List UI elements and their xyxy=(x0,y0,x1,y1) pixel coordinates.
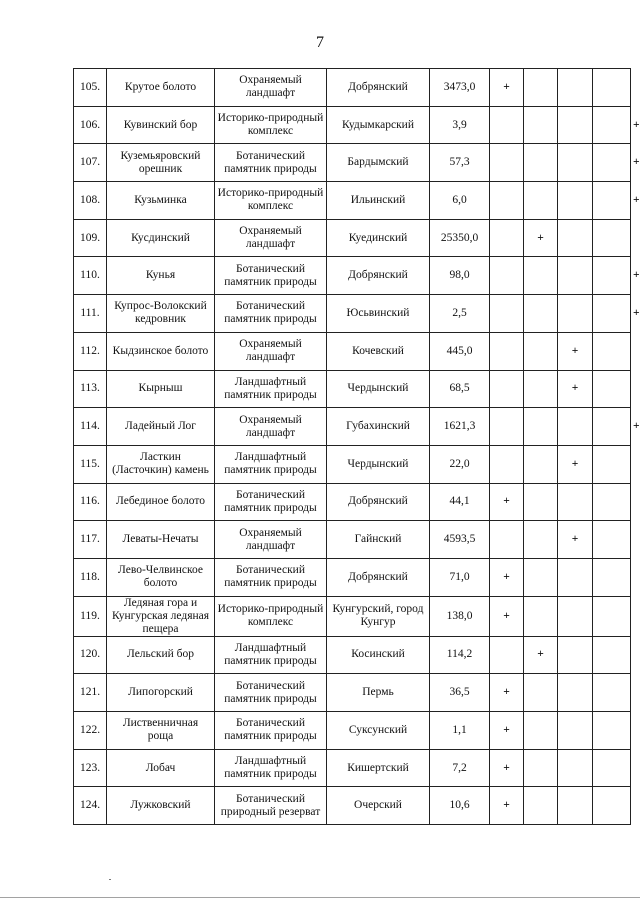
mark-cell xyxy=(558,787,593,825)
mark-cell xyxy=(593,144,631,182)
area-size: 6,0 xyxy=(430,182,490,220)
mark-cell xyxy=(558,483,593,521)
area-name: Кунья xyxy=(107,257,215,295)
mark-cell xyxy=(593,596,631,636)
mark-cell xyxy=(490,144,524,182)
area-name: Лебединое болото xyxy=(107,483,215,521)
mark-cell xyxy=(524,558,558,596)
mark-cell xyxy=(593,749,631,787)
area-size: 57,3 xyxy=(430,144,490,182)
area-size: 36,5 xyxy=(430,674,490,712)
table-row: 106. Кувинский бор Историко-природный комплекс Кудымкарский 3,9 + xyxy=(74,106,631,144)
row-number: 115. xyxy=(74,445,107,483)
area-category: Ботанический памятник природы xyxy=(215,674,327,712)
mark-cell: + xyxy=(490,69,524,107)
mark-cell xyxy=(558,636,593,674)
area-size: 22,0 xyxy=(430,445,490,483)
table-row: 108. Кузьминка Историко-природный комплекс Ильинский 6,0 + xyxy=(74,182,631,220)
table-row xyxy=(74,787,631,825)
row-number: 112. xyxy=(74,332,107,370)
area-district: Чердынский xyxy=(327,370,430,408)
area-name: Кузьминка xyxy=(107,182,215,220)
page-number: 7 xyxy=(316,34,324,51)
mark-cell xyxy=(558,596,593,636)
area-size: 2,5 xyxy=(430,295,490,333)
table-row xyxy=(74,712,631,750)
row-number: 122. xyxy=(74,712,107,750)
mark-cell xyxy=(524,674,558,712)
mark-cell xyxy=(490,636,524,674)
mark-cell xyxy=(524,445,558,483)
row-number: 108. xyxy=(74,182,107,220)
area-district: Добрянский xyxy=(327,483,430,521)
mark-cell xyxy=(524,182,558,220)
mark-cell xyxy=(593,558,631,596)
area-category: Ландшафтный памятник природы xyxy=(215,636,327,674)
mark-cell xyxy=(558,182,593,220)
area-district: Добрянский xyxy=(327,558,430,596)
area-district: Пермь xyxy=(327,674,430,712)
area-district: Юсьвинский xyxy=(327,295,430,333)
mark-cell xyxy=(558,69,593,107)
table-row xyxy=(74,219,631,257)
mark-cell xyxy=(524,712,558,750)
mark-cell: + xyxy=(558,445,593,483)
mark-cell xyxy=(558,144,593,182)
mark-cell xyxy=(593,257,631,295)
row-number: 105. xyxy=(74,69,107,107)
mark-cell xyxy=(593,182,631,220)
area-name: Лобач xyxy=(107,749,215,787)
mark-cell xyxy=(593,370,631,408)
area-name: Кырныш xyxy=(107,370,215,408)
mark-cell xyxy=(490,295,524,333)
mark-cell: + xyxy=(524,636,558,674)
area-name: Куземьяровский орешник xyxy=(107,144,215,182)
area-size: 1621,3 xyxy=(430,408,490,446)
mark-cell xyxy=(524,787,558,825)
mark-cell xyxy=(490,370,524,408)
area-district: Куединский xyxy=(327,219,430,257)
area-district: Гайнский xyxy=(327,521,430,559)
mark-cell xyxy=(524,295,558,333)
area-size: 25350,0 xyxy=(430,219,490,257)
area-district: Кишертский xyxy=(327,749,430,787)
area-district: Ильинский xyxy=(327,182,430,220)
mark-cell xyxy=(490,219,524,257)
mark-cell xyxy=(524,144,558,182)
area-name: Лево-Челвинское болото xyxy=(107,558,215,596)
mark-cell xyxy=(593,332,631,370)
area-name: Ладейный Лог xyxy=(107,408,215,446)
area-name: Кыдзинское болото xyxy=(107,332,215,370)
area-size: 71,0 xyxy=(430,558,490,596)
table-row xyxy=(74,69,631,107)
mark-cell xyxy=(524,408,558,446)
row-number: 106. xyxy=(74,106,107,144)
mark-cell xyxy=(524,749,558,787)
mark-cell xyxy=(593,712,631,750)
area-category: Охраняемый ландшафт xyxy=(215,408,327,446)
table-row: 114. Ладейный Лог Охраняемый ландшафт Губахинский 1621,3 + xyxy=(74,408,631,446)
row-number: 117. xyxy=(74,521,107,559)
area-district: Бардымский xyxy=(327,144,430,182)
area-category: Ботанический памятник природы xyxy=(215,558,327,596)
table-row: 110. Кунья Ботанический памятник природы Добрянский 98,0 + xyxy=(74,257,631,295)
mark-cell: + xyxy=(490,712,524,750)
mark-cell xyxy=(593,521,631,559)
table-row xyxy=(74,332,631,370)
mark-cell xyxy=(558,558,593,596)
area-name: Лиственничная роща xyxy=(107,712,215,750)
mark-cell xyxy=(524,521,558,559)
mark-cell xyxy=(490,521,524,559)
area-category: Охраняемый ландшафт xyxy=(215,69,327,107)
area-category: Охраняемый ландшафт xyxy=(215,521,327,559)
table-row xyxy=(74,445,631,483)
mark-cell: + xyxy=(490,558,524,596)
row-number: 119. xyxy=(74,596,107,636)
mark-cell xyxy=(593,69,631,107)
scan-artifact xyxy=(109,879,111,880)
area-category: Ландшафтный памятник природы xyxy=(215,445,327,483)
mark-cell xyxy=(490,445,524,483)
area-category: Ботанический памятник природы xyxy=(215,295,327,333)
mark-cell xyxy=(558,257,593,295)
row-number: 116. xyxy=(74,483,107,521)
mark-cell xyxy=(593,295,631,333)
area-district: Косинский xyxy=(327,636,430,674)
area-district: Кудымкарский xyxy=(327,106,430,144)
area-name: Леваты-Нечаты xyxy=(107,521,215,559)
area-category: Охраняемый ландшафт xyxy=(215,219,327,257)
mark-cell xyxy=(593,636,631,674)
area-category: Ботанический памятник природы xyxy=(215,144,327,182)
mark-cell xyxy=(524,370,558,408)
area-district: Добрянский xyxy=(327,69,430,107)
mark-cell xyxy=(524,596,558,636)
mark-cell xyxy=(490,408,524,446)
area-size: 44,1 xyxy=(430,483,490,521)
mark-cell xyxy=(490,332,524,370)
area-category: Историко-природный комплекс xyxy=(215,182,327,220)
table-row xyxy=(74,596,631,636)
mark-cell xyxy=(593,408,631,446)
area-size: 114,2 xyxy=(430,636,490,674)
row-number: 109. xyxy=(74,219,107,257)
protected-areas-table xyxy=(73,68,640,825)
mark-cell xyxy=(593,483,631,521)
row-number: 110. xyxy=(74,257,107,295)
mark-cell: + xyxy=(490,787,524,825)
area-district: Кунгурский, город Кунгур xyxy=(327,596,430,636)
mark-cell: + xyxy=(558,521,593,559)
mark-cell xyxy=(490,257,524,295)
table-row xyxy=(74,521,631,559)
area-size: 3,9 xyxy=(430,106,490,144)
area-category: Охраняемый ландшафт xyxy=(215,332,327,370)
mark-cell: + xyxy=(558,370,593,408)
table-row xyxy=(74,674,631,712)
area-district: Кочевский xyxy=(327,332,430,370)
mark-cell: + xyxy=(490,596,524,636)
mark-cell xyxy=(524,483,558,521)
page-bottom-edge xyxy=(0,897,640,898)
area-category: Ботанический памятник природы xyxy=(215,257,327,295)
mark-cell xyxy=(593,787,631,825)
mark-cell xyxy=(490,106,524,144)
area-name: Ледяная гора и Кунгурская ледяная пещера xyxy=(107,596,215,636)
row-number: 113. xyxy=(74,370,107,408)
area-category: Ботанический природный резерват xyxy=(215,787,327,825)
row-number: 111. xyxy=(74,295,107,333)
table-row: 111. Купрос-Волокский кедровник Ботанический памятник природы Юсьвинский 2,5 + xyxy=(74,295,631,333)
area-category: Ботанический памятник природы xyxy=(215,712,327,750)
table-row xyxy=(74,749,631,787)
mark-cell xyxy=(490,182,524,220)
area-district: Суксунский xyxy=(327,712,430,750)
mark-cell xyxy=(593,445,631,483)
row-number: 114. xyxy=(74,408,107,446)
mark-cell xyxy=(558,295,593,333)
mark-cell: + xyxy=(490,749,524,787)
area-size: 98,0 xyxy=(430,257,490,295)
mark-cell xyxy=(524,332,558,370)
mark-cell xyxy=(558,712,593,750)
area-size: 7,2 xyxy=(430,749,490,787)
area-name: Крутое болото xyxy=(107,69,215,107)
area-name: Кувинский бор xyxy=(107,106,215,144)
area-size: 10,6 xyxy=(430,787,490,825)
area-size: 68,5 xyxy=(430,370,490,408)
area-name: Лужковский xyxy=(107,787,215,825)
row-number: 118. xyxy=(74,558,107,596)
area-name: Кусдинский xyxy=(107,219,215,257)
row-number: 123. xyxy=(74,749,107,787)
area-size: 4593,5 xyxy=(430,521,490,559)
area-district: Добрянский xyxy=(327,257,430,295)
area-name: Купрос-Волокский кедровник xyxy=(107,295,215,333)
table-row xyxy=(74,636,631,674)
area-size: 1,1 xyxy=(430,712,490,750)
mark-cell xyxy=(524,69,558,107)
mark-cell xyxy=(558,408,593,446)
mark-cell xyxy=(558,749,593,787)
area-district: Чердынский xyxy=(327,445,430,483)
table-row xyxy=(74,370,631,408)
row-number: 124. xyxy=(74,787,107,825)
area-size: 138,0 xyxy=(430,596,490,636)
mark-cell xyxy=(524,257,558,295)
area-category: Историко-природный комплекс xyxy=(215,106,327,144)
mark-cell xyxy=(558,219,593,257)
mark-cell xyxy=(524,106,558,144)
area-name: Липогорский xyxy=(107,674,215,712)
table-row xyxy=(74,483,631,521)
area-category: Историко-природный комплекс xyxy=(215,596,327,636)
table-row: 107. Куземьяровский орешник Ботанический памятник природы Бардымский 57,3 + xyxy=(74,144,631,182)
mark-cell: + xyxy=(490,674,524,712)
row-number: 121. xyxy=(74,674,107,712)
area-category: Ботанический памятник природы xyxy=(215,483,327,521)
table-row xyxy=(74,558,631,596)
mark-cell xyxy=(593,674,631,712)
mark-cell: + xyxy=(558,332,593,370)
area-district: Очерский xyxy=(327,787,430,825)
area-category: Ландшафтный памятник природы xyxy=(215,749,327,787)
area-name: Ласткин (Ласточкин) камень xyxy=(107,445,215,483)
mark-cell xyxy=(558,106,593,144)
mark-cell: + xyxy=(524,219,558,257)
area-district: Губахинский xyxy=(327,408,430,446)
area-category: Ландшафтный памятник природы xyxy=(215,370,327,408)
area-size: 3473,0 xyxy=(430,69,490,107)
row-number: 120. xyxy=(74,636,107,674)
area-name: Лельский бор xyxy=(107,636,215,674)
mark-cell xyxy=(593,106,631,144)
row-number: 107. xyxy=(74,144,107,182)
mark-cell xyxy=(593,219,631,257)
area-size: 445,0 xyxy=(430,332,490,370)
mark-cell xyxy=(558,674,593,712)
mark-cell: + xyxy=(490,483,524,521)
